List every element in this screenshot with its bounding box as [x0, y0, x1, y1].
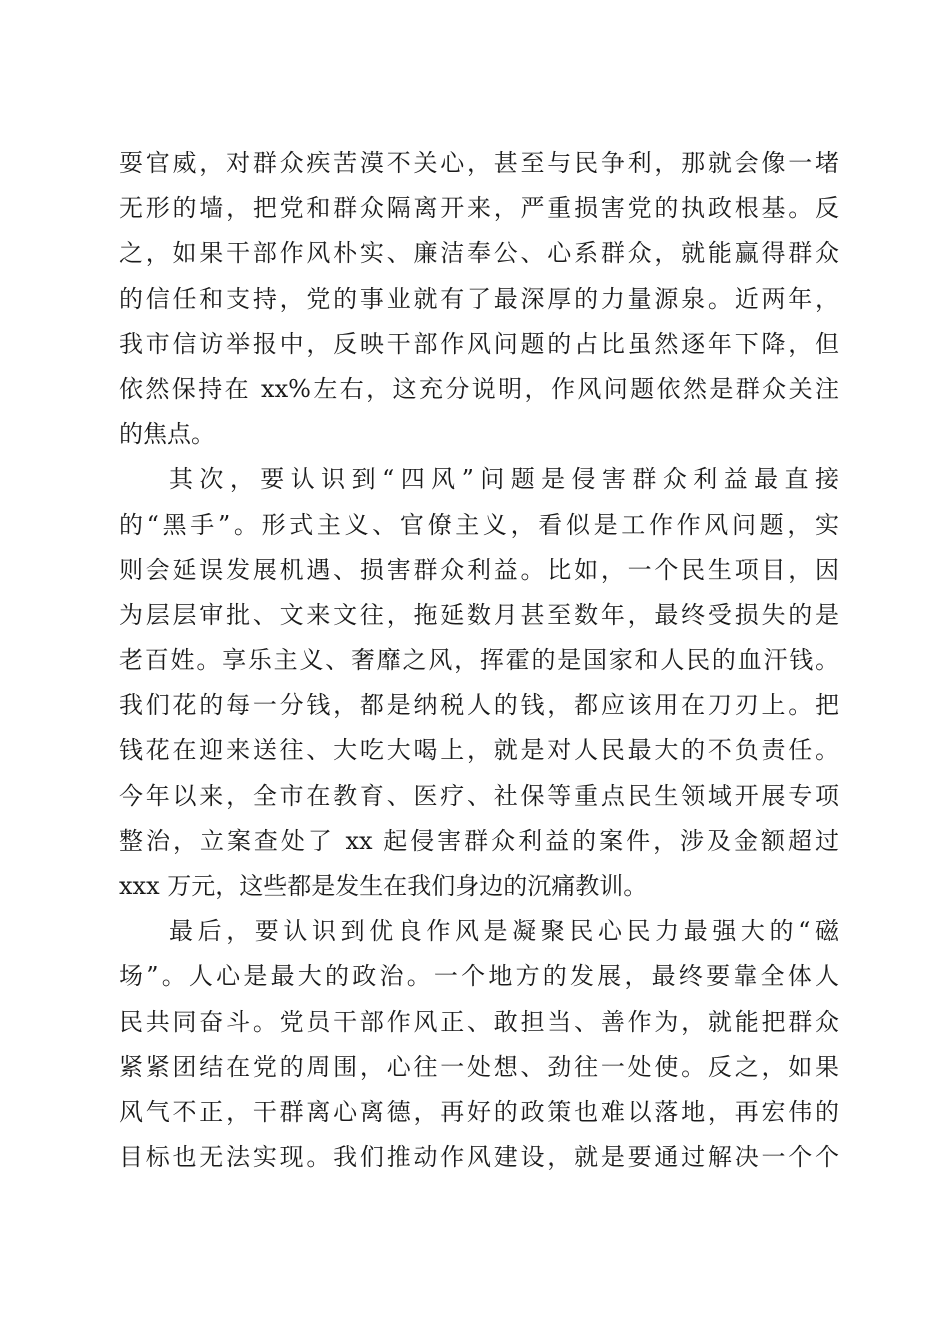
text-line: 风气不正，干群离心离德，再好的政策也难以落地，再宏伟的: [119, 1097, 839, 1126]
paragraph-start-line: 最后，要认识到优良作风是凝聚民心民力最强大的“磁: [169, 917, 839, 946]
text-line: 紧紧团结在党的周围，心往一处想、劲往一处使。反之，如果: [119, 1052, 839, 1081]
text-line: 我们花的每一分钱，都是纳税人的钱，都应该用在刀刃上。把: [119, 691, 839, 720]
text-line: 的信任和支持，党的事业就有了最深厚的力量源泉。近两年，: [119, 284, 839, 313]
text-line: 老百姓。享乐主义、奢靡之风，挥霍的是国家和人民的血汗钱。: [119, 646, 839, 675]
text-line: 我市信访举报中，反映干部作风问题的占比虽然逐年下降，但: [119, 329, 839, 358]
text-line: 的焦点。: [119, 420, 215, 449]
text-line: 民共同奋斗。党员干部作风正、敢担当、善作为，就能把群众: [119, 1007, 839, 1036]
text-line: 整治，立案查处了 xx 起侵害群众利益的案件，涉及金额超过: [119, 826, 839, 855]
text-line: xxx 万元，这些都是发生在我们身边的沉痛教训。: [119, 872, 648, 900]
text-line: 的“黑手”。形式主义、官僚主义，看似是工作作风问题，实: [119, 510, 839, 539]
document-body: [119, 141, 839, 1180]
text-line: 目标也无法实现。我们推动作风建设，就是要通过解决一个个: [119, 1143, 839, 1172]
text-line: 为层层审批、文来文往，拖延数月甚至数年，最终受损失的是: [119, 600, 839, 629]
text-line: 耍官威，对群众疾苦漠不关心，甚至与民争利，那就会像一堵: [119, 149, 839, 177]
text-line: 之，如果干部作风朴实、廉洁奉公、心系群众，就能赢得群众: [119, 239, 839, 268]
text-line: 今年以来，全市在教育、医疗、社保等重点民生领域开展专项: [119, 781, 839, 810]
text-line: 则会延误发展机遇、损害群众利益。比如，一个民生项目，因: [119, 555, 839, 584]
paragraph-start-line: 其次，要认识到“四风”问题是侵害群众利益最直接: [169, 465, 839, 494]
text-line: 钱花在迎来送往、大吃大喝上，就是对人民最大的不负责任。: [119, 736, 839, 765]
text-line: 依然保持在 xx%左右，这充分说明，作风问题依然是群众关注: [119, 374, 839, 403]
text-line: 场”。人心是最大的政治。一个地方的发展，最终要靠全体人: [119, 962, 839, 991]
text-line: 无形的墙，把党和群众隔离开来，严重损害党的执政根基。反: [119, 194, 839, 223]
